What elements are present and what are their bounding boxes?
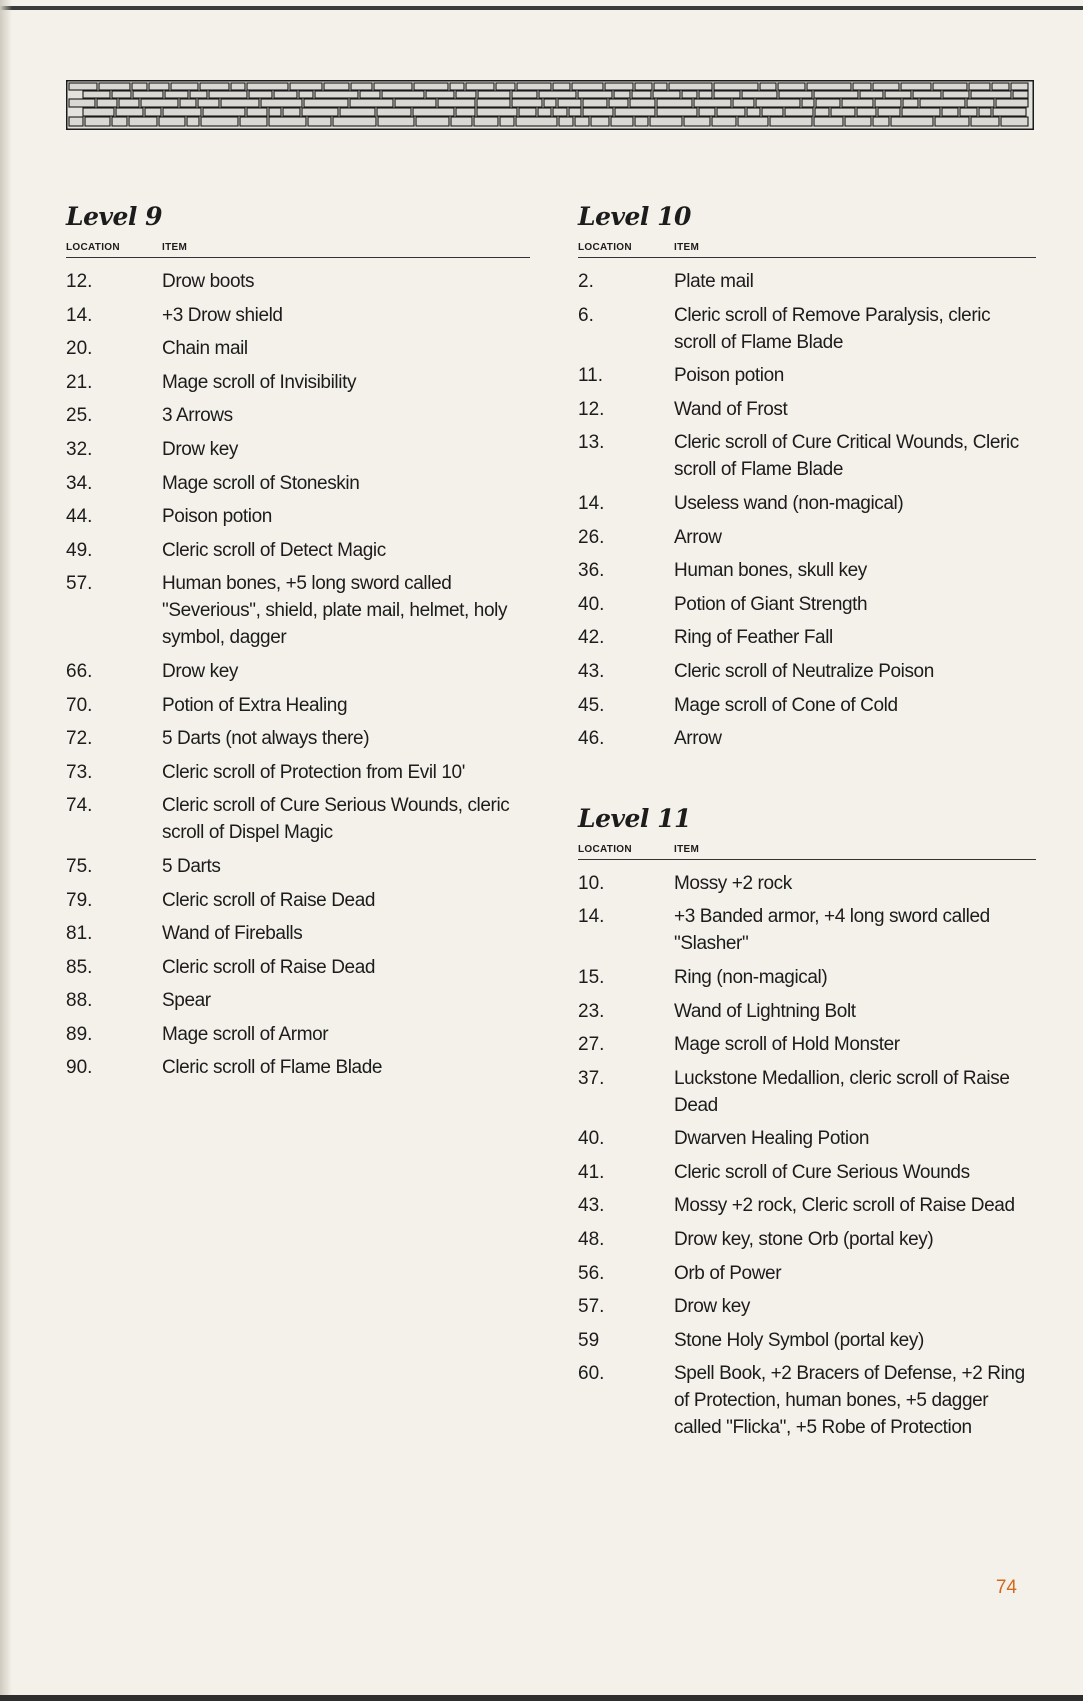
level-10-title: Level 10 (578, 202, 691, 231)
item-description: Cleric scroll of Detect Magic (162, 539, 386, 561)
table-row (578, 964, 1036, 991)
location-number: 49. (66, 539, 93, 561)
table-row (66, 792, 530, 846)
table-row (66, 692, 530, 719)
location-number: 23. (578, 1000, 605, 1022)
level-11-rows (578, 870, 1036, 1442)
level-9-section (66, 200, 530, 1088)
level-11-title: Level 11 (578, 803, 691, 833)
location-number: 59 (578, 1329, 600, 1351)
table-row (578, 1327, 1036, 1354)
item-description: Cleric scroll of Protection from Evil 10' (162, 761, 465, 783)
location-number: 32. (66, 438, 93, 460)
table-row (578, 591, 1036, 618)
item-description: Orb of Power (674, 1262, 782, 1284)
location-number: 14. (578, 906, 605, 928)
table-row (578, 870, 1036, 897)
item-description: Spell Book, +2 Bracers of Defense, +2 Ring of Protection, human bones, +5 dagger called "Flicka", +5 Robe of Protection (674, 1363, 1025, 1439)
table-row (66, 402, 530, 429)
table-row (578, 658, 1036, 685)
table-row (66, 302, 530, 329)
location-number: 6. (578, 304, 594, 326)
item-description: Stone Holy Symbol (portal key) (674, 1329, 924, 1351)
location-number: 60. (578, 1363, 605, 1385)
item-description: Drow key, stone Orb (portal key) (674, 1229, 934, 1251)
location-number: 40. (578, 1128, 605, 1150)
table-row (578, 1192, 1036, 1219)
table-row (578, 557, 1036, 584)
location-number: 74. (66, 795, 93, 817)
table-row (578, 1065, 1036, 1119)
location-number: 89. (66, 1023, 93, 1045)
table-row (66, 503, 530, 530)
level-10-rows (578, 268, 1036, 752)
item-description: Drow key (674, 1296, 750, 1318)
location-number: 72. (66, 728, 93, 750)
item-description: Spear (162, 990, 211, 1012)
item-column-header: ITEM (674, 843, 700, 855)
location-number: 73. (66, 761, 93, 783)
table-row (66, 920, 530, 947)
table-row (578, 429, 1036, 483)
location-number: 21. (66, 371, 93, 393)
table-row (66, 1021, 530, 1048)
location-column-header: LOCATION (578, 242, 632, 253)
table-row (578, 1360, 1036, 1441)
location-number: 43. (578, 660, 605, 682)
table-row (578, 1031, 1036, 1058)
page-number: 74 (995, 1577, 1017, 1598)
table-row (66, 658, 530, 685)
stone-wall-banner (66, 80, 1034, 130)
location-number: 66. (66, 660, 93, 682)
table-row (66, 436, 530, 463)
item-description: Drow key (162, 660, 238, 682)
item-description: Drow key (162, 438, 238, 460)
table-row (578, 396, 1036, 423)
location-number: 14. (578, 492, 605, 514)
item-description: Mage scroll of Invisibility (162, 371, 357, 393)
item-description: Potion of Extra Healing (162, 694, 348, 716)
location-number: 40. (578, 593, 605, 615)
item-description: Mage scroll of Armor (162, 1023, 329, 1045)
table-row (578, 624, 1036, 651)
location-number: 12. (66, 271, 93, 292)
location-number: 44. (66, 506, 93, 528)
level-9-table-header (66, 239, 530, 258)
table-row (66, 570, 530, 651)
location-number: 10. (578, 872, 605, 894)
item-description: Human bones, +5 long sword called "Severious", shield, plate mail, helmet, holy symbol, dagger (162, 573, 508, 649)
table-row (578, 998, 1036, 1025)
item-description: Cleric scroll of Cure Serious Wounds (674, 1161, 970, 1183)
item-description: 3 Arrows (162, 405, 233, 427)
level-11-table-header (578, 841, 1036, 860)
table-row (66, 954, 530, 981)
table-row (66, 537, 530, 564)
location-number: 12. (578, 398, 605, 420)
table-row (578, 268, 1036, 295)
location-number: 2. (578, 271, 594, 292)
table-row (66, 725, 530, 752)
location-number: 57. (66, 573, 93, 595)
item-description: Dwarven Healing Potion (674, 1128, 870, 1150)
item-description: Cleric scroll of Flame Blade (162, 1057, 383, 1079)
location-number: 26. (578, 526, 605, 548)
table-row (578, 1125, 1036, 1152)
table-row (66, 887, 530, 914)
location-number: 27. (578, 1034, 605, 1056)
location-number: 75. (66, 855, 93, 877)
table-row (578, 903, 1036, 957)
level-10-11-section (578, 200, 1036, 1448)
location-number: 56. (578, 1262, 605, 1284)
location-number: 57. (578, 1296, 605, 1318)
level-10-table-header (578, 239, 1036, 258)
table-row (578, 692, 1036, 719)
table-row (578, 1226, 1036, 1253)
table-row (66, 470, 530, 497)
location-number: 45. (578, 694, 605, 716)
item-column-header: ITEM (674, 242, 700, 253)
location-number: 15. (578, 966, 605, 988)
table-row (578, 725, 1036, 752)
table-row (66, 335, 530, 362)
item-description: Wand of Lightning Bolt (674, 1000, 856, 1022)
location-number: 37. (578, 1067, 605, 1089)
item-description: Poison potion (162, 506, 272, 528)
location-number: 81. (66, 923, 93, 945)
item-description: Mage scroll of Stoneskin (162, 472, 360, 494)
item-description: Mage scroll of Cone of Cold (674, 694, 898, 716)
item-description: Cleric scroll of Neutralize Poison (674, 660, 934, 682)
table-row (66, 1054, 530, 1081)
location-number: 13. (578, 432, 605, 454)
table-row (578, 524, 1036, 551)
item-description: Ring (non-magical) (674, 966, 828, 988)
table-row (66, 369, 530, 396)
item-description: 5 Darts (not always there) (162, 728, 370, 750)
item-description: Ring of Feather Fall (674, 627, 833, 649)
table-row (66, 759, 530, 786)
page-bottom-edge (0, 1695, 1083, 1701)
item-description: +3 Drow shield (162, 304, 283, 326)
item-description: Cleric scroll of Cure Serious Wounds, cleric scroll of Dispel Magic (162, 795, 510, 844)
item-description: Cleric scroll of Raise Dead (162, 956, 376, 978)
location-column-header: LOCATION (66, 242, 120, 253)
location-number: 25. (66, 405, 93, 427)
item-description: Cleric scroll of Cure Critical Wounds, Cleric scroll of Flame Blade (674, 432, 1019, 481)
item-description: Plate mail (674, 271, 754, 292)
item-description: Luckstone Medallion, cleric scroll of Raise Dead (674, 1067, 1010, 1116)
location-number: 11. (578, 365, 604, 387)
item-description: Cleric scroll of Remove Paralysis, cleric scroll of Flame Blade (674, 304, 991, 353)
table-row (578, 1293, 1036, 1320)
item-description: Human bones, skull key (674, 560, 867, 582)
item-description: Poison potion (674, 365, 784, 387)
table-row (66, 987, 530, 1014)
location-number: 42. (578, 627, 605, 649)
item-description: Cleric scroll of Raise Dead (162, 889, 376, 911)
table-row (578, 490, 1036, 517)
item-description: 5 Darts (162, 855, 221, 877)
location-number: 79. (66, 889, 93, 911)
item-description: Wand of Frost (674, 398, 788, 420)
table-row (66, 853, 530, 880)
item-description: Mossy +2 rock (674, 872, 792, 894)
item-description: Mage scroll of Hold Monster (674, 1034, 900, 1056)
item-description: +3 Banded armor, +4 long sword called "Slasher" (674, 906, 990, 955)
location-number: 14. (66, 304, 93, 326)
item-description: Chain mail (162, 338, 248, 360)
item-description: Wand of Fireballs (162, 923, 303, 945)
item-description: Arrow (674, 526, 722, 548)
location-number: 88. (66, 990, 93, 1012)
table-row (578, 1159, 1036, 1186)
item-description: Drow boots (162, 271, 255, 292)
table-row (578, 302, 1036, 356)
location-number: 90. (66, 1057, 93, 1079)
location-number: 43. (578, 1195, 605, 1217)
location-column-header: LOCATION (578, 843, 632, 855)
location-number: 20. (66, 338, 93, 360)
level-9-rows (66, 268, 530, 1081)
level-9-title: Level 9 (66, 202, 163, 231)
location-number: 36. (578, 560, 605, 582)
location-number: 41. (578, 1161, 605, 1183)
table-row (66, 268, 530, 295)
table-row (578, 1260, 1036, 1287)
item-description: Useless wand (non-magical) (674, 492, 904, 514)
location-number: 34. (66, 472, 93, 494)
item-description: Arrow (674, 728, 722, 750)
page-top-edge (0, 6, 1083, 10)
item-description: Mossy +2 rock, Cleric scroll of Raise Dead (674, 1195, 1015, 1217)
location-number: 48. (578, 1229, 605, 1251)
item-description: Potion of Giant Strength (674, 593, 868, 615)
location-number: 70. (66, 694, 93, 716)
page-binding-shadow (0, 0, 12, 1701)
table-row (578, 362, 1036, 389)
item-column-header: ITEM (162, 242, 188, 253)
location-number: 85. (66, 956, 93, 978)
location-number: 46. (578, 728, 605, 750)
